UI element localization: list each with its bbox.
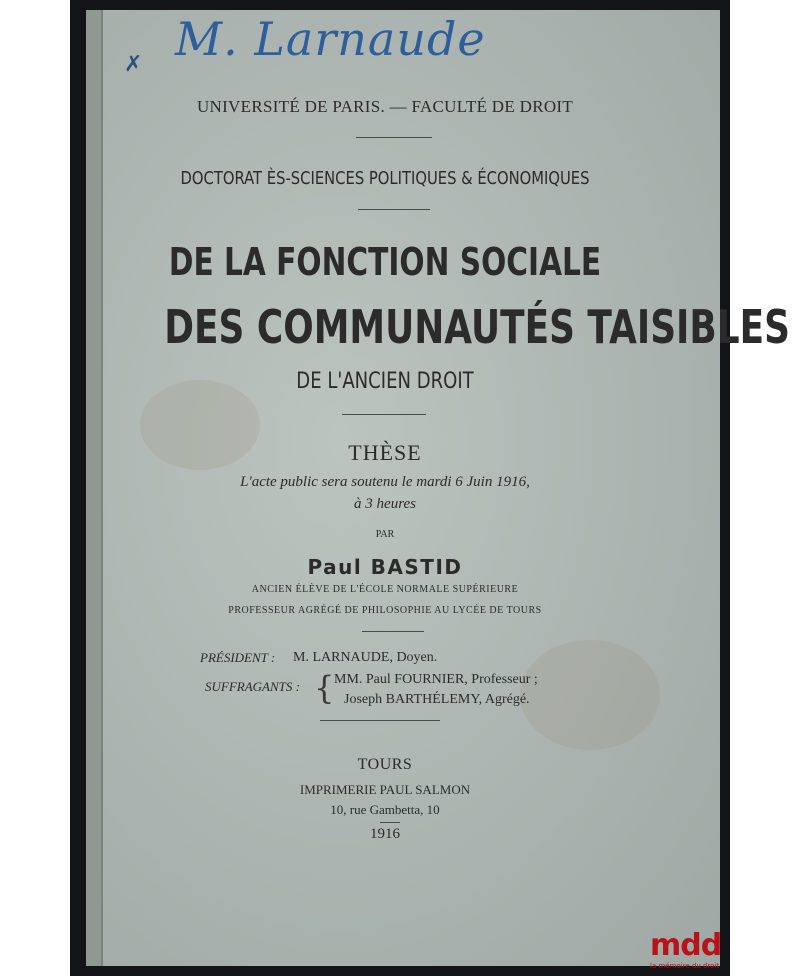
- book-spine: [86, 10, 102, 966]
- pencil-mark: ✗: [124, 52, 143, 77]
- title-line-2: DES COMMUNAUTÉS TAISIBLES: [164, 300, 790, 354]
- defense-time: à 3 heures: [354, 496, 416, 512]
- divider: [356, 137, 432, 138]
- title-line-3: DE L'ANCIEN DROIT: [296, 369, 474, 394]
- imprint-year: 1916: [370, 826, 400, 842]
- divider: [358, 209, 430, 210]
- author-credential-2: PROFESSEUR AGRÉGÉ DE PHILOSOPHIE AU LYCÉE DE TOURS: [228, 605, 542, 616]
- imprint-address: 10, rue Gambetta, 10: [330, 802, 440, 817]
- president-label: PRÉSIDENT :: [200, 650, 276, 665]
- title-line-1: DE LA FONCTION SOCIALE: [168, 240, 602, 284]
- suffragants-label: SUFFRAGANTS :: [205, 679, 300, 694]
- doctorate-line: DOCTORAT ÈS-SCIENCES POLITIQUES & ÉCONOMIQUES: [180, 168, 590, 189]
- logo-subtext: la mémoire du droit: [650, 962, 720, 970]
- divider: [320, 720, 440, 721]
- divider: [342, 414, 426, 415]
- thesis-label: THÈSE: [348, 440, 422, 465]
- president-value: M. LARNAUDE, Doyen.: [293, 650, 438, 665]
- defense-date: L'acte public sera soutenu le mardi 6 Juin 1916,: [240, 474, 530, 490]
- author-credential-1: ANCIEN ÉLÈVE DE L'ÉCOLE NORMALE SUPÉRIEURE: [251, 584, 519, 595]
- divider: [362, 631, 424, 632]
- handwritten-note: M. Larnaude: [175, 12, 486, 66]
- author-name: Paul BASTID: [307, 555, 463, 579]
- paper-stain: [520, 640, 660, 750]
- brace-glyph: {: [314, 669, 335, 707]
- imprint-city: TOURS: [357, 756, 413, 773]
- mdd-logo: [650, 928, 730, 972]
- imprint-printer: IMPRIMERIE PAUL SALMON: [299, 782, 471, 797]
- divider: [380, 822, 400, 823]
- by-label: PAR: [375, 529, 395, 540]
- suffragant-2: Joseph BARTHÉLEMY, Agrégé.: [344, 692, 530, 707]
- university-header: UNIVERSITÉ DE PARIS. — FACULTÉ DE DROIT: [196, 97, 574, 116]
- logo-text: mdd: [650, 928, 722, 963]
- suffragant-1: MM. Paul FOURNIER, Professeur ;: [334, 672, 538, 687]
